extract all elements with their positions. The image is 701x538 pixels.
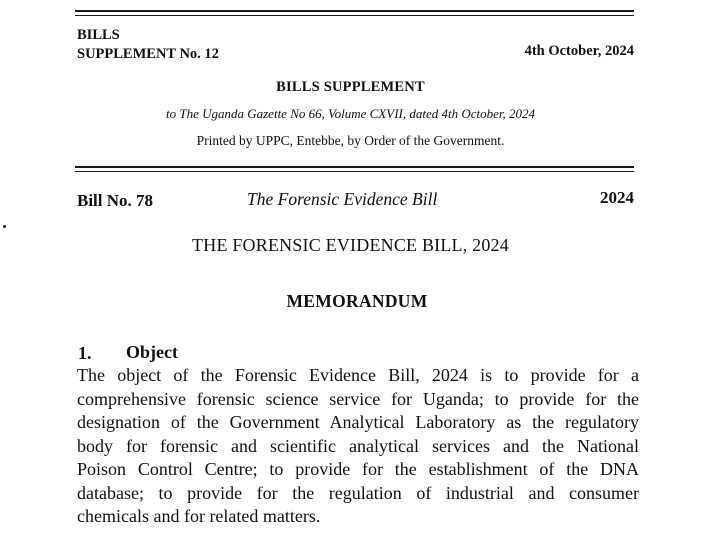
header-date: 4th October, 2024 [524, 43, 634, 59]
scan-speck [3, 225, 6, 228]
printer-note: Printed by UPPC, Entebbe, by Order of the Government. [196, 133, 505, 148]
section-number: 1. [78, 343, 92, 363]
paragraph-line: Poison Control Centre; to provide for the establishment of the DNA [77, 459, 639, 479]
supplement-header [77, 26, 219, 64]
bill-number: Bill No. 78 [77, 191, 154, 210]
paragraph-line: chemicals and for related matters. [77, 506, 321, 526]
paragraph-line: database; to provide for the regulation of industrial and consumer [77, 482, 639, 503]
bill-year: 2024 [600, 188, 634, 207]
header-supplement-number: SUPPLEMENT No. 12 [77, 46, 219, 62]
supplement-title: BILLS SUPPLEMENT [276, 79, 425, 95]
memorandum-heading: MEMORANDUM [286, 291, 428, 311]
top-rule-thick [75, 10, 634, 12]
section-title: Object [126, 342, 178, 362]
paragraph-line: comprehensive forensic science service for Uganda; to provide for the [77, 388, 639, 409]
bill-running-title: The Forensic Evidence Bill [247, 189, 438, 209]
middle-rule-thin [75, 171, 634, 172]
object-paragraph [77, 364, 639, 529]
bill-full-title: THE FORENSIC EVIDENCE BILL, 2024 [192, 235, 509, 255]
paragraph-line: The object of the Forensic Evidence Bill, 2024 is to provide for a [77, 365, 639, 385]
middle-rule-thick [75, 166, 634, 168]
top-rule-thin [75, 15, 634, 16]
header-bills-label: BILLS [77, 27, 120, 43]
paragraph-line: designation of the Government Analytical Laboratory as the regulatory [77, 412, 639, 432]
gazette-reference: to The Uganda Gazette No 66, Volume CXVII, dated 4th October, 2024 [165, 106, 535, 121]
paragraph-line: body for forensic and scientific analytical services and the National [77, 435, 639, 456]
